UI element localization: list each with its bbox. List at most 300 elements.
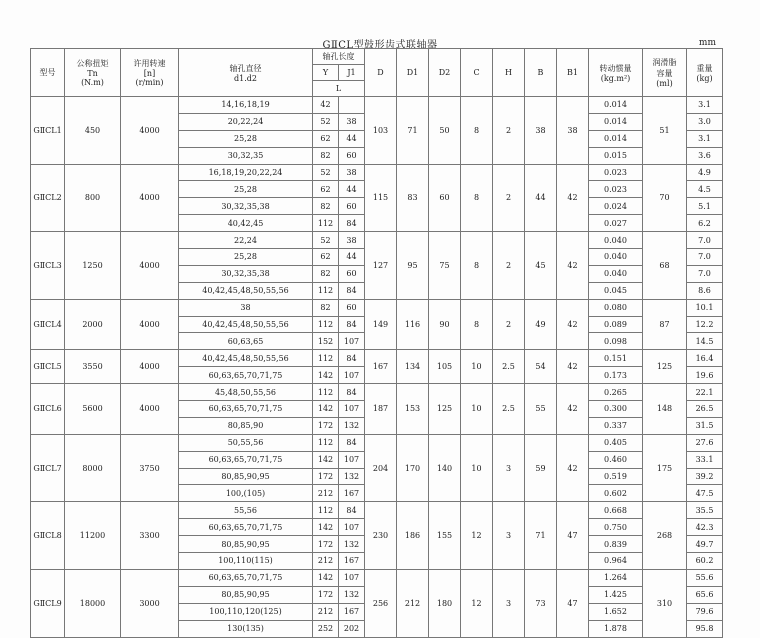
table-row <box>31 97 723 114</box>
weight-cell: 95.8 <box>687 620 723 637</box>
speed-cell: 4000 <box>121 97 179 165</box>
table-row <box>31 502 723 519</box>
speed-cell: 3000 <box>121 569 179 637</box>
torque-cell: 11200 <box>65 502 121 570</box>
j1-length-cell: 84 <box>339 316 365 333</box>
header-C: C <box>461 49 493 97</box>
table-row <box>31 232 723 249</box>
header-grease-line2: 容量 <box>656 69 673 78</box>
weight-cell: 12.2 <box>687 316 723 333</box>
header-bore-line2: d1.d2 <box>234 73 257 83</box>
y-length-cell: 172 <box>313 417 339 434</box>
dim-d1-cell: 170 <box>397 434 429 502</box>
j1-length-cell: 132 <box>339 417 365 434</box>
weight-cell: 4.5 <box>687 181 723 198</box>
dim-b-cell: 59 <box>525 434 557 502</box>
j1-length-cell: 44 <box>339 130 365 147</box>
y-length-cell: 62 <box>313 181 339 198</box>
bore-cell: 80,85,90,95 <box>179 468 313 485</box>
bore-cell: 60,63,65,70,71,75 <box>179 367 313 384</box>
dim-d-cell: 149 <box>365 299 397 350</box>
dim-d2-cell: 140 <box>429 434 461 502</box>
header-torque-line2: Tn <box>87 69 98 78</box>
y-length-cell: 212 <box>313 485 339 502</box>
y-length-cell: 112 <box>313 350 339 367</box>
bore-cell: 22,24 <box>179 232 313 249</box>
table-title: GⅡCL型鼓形齿式联轴器 <box>322 40 438 51</box>
speed-cell: 4000 <box>121 384 179 435</box>
dim-h-cell: 2 <box>493 164 525 232</box>
inertia-cell: 0.040 <box>589 265 643 282</box>
dim-c-cell: 8 <box>461 164 493 232</box>
y-length-cell: 152 <box>313 333 339 350</box>
header-inertia-line1: 转动惯量 <box>599 63 632 73</box>
j1-length-cell: 107 <box>339 519 365 536</box>
j1-length-cell: 38 <box>339 113 365 130</box>
bore-cell: 25,28 <box>179 249 313 266</box>
j1-length-cell: 132 <box>339 536 365 553</box>
bore-cell: 16,18,19,20,22,24 <box>179 164 313 181</box>
model-cell: GⅡCL3 <box>31 232 65 300</box>
bore-cell: 60,63,65,70,71,75 <box>179 401 313 418</box>
dim-d-cell: 230 <box>365 502 397 570</box>
bore-cell: 14,16,18,19 <box>179 97 313 114</box>
weight-cell: 3.6 <box>687 147 723 164</box>
dim-d1-cell: 71 <box>397 97 429 165</box>
table-row <box>31 350 723 367</box>
bore-cell: 25,28 <box>179 130 313 147</box>
dim-c-cell: 12 <box>461 569 493 637</box>
weight-cell: 79.6 <box>687 603 723 620</box>
dim-b1-cell: 42 <box>557 299 589 350</box>
y-length-cell: 82 <box>313 147 339 164</box>
grease-cell: 68 <box>643 232 687 300</box>
bore-cell: 45,48,50,55,56 <box>179 384 313 401</box>
j1-length-cell: 107 <box>339 401 365 418</box>
dim-h-cell: 3 <box>493 434 525 502</box>
dim-b-cell: 45 <box>525 232 557 300</box>
y-length-cell: 82 <box>313 198 339 215</box>
dim-b-cell: 44 <box>525 164 557 232</box>
grease-cell: 87 <box>643 299 687 350</box>
grease-cell: 310 <box>643 569 687 637</box>
bore-cell: 60,63,65,70,71,75 <box>179 451 313 468</box>
dim-b-cell: 54 <box>525 350 557 384</box>
y-length-cell: 62 <box>313 249 339 266</box>
weight-cell: 35.5 <box>687 502 723 519</box>
inertia-cell: 0.964 <box>589 553 643 570</box>
weight-cell: 31.5 <box>687 417 723 434</box>
j1-length-cell: 44 <box>339 249 365 266</box>
inertia-cell: 0.023 <box>589 181 643 198</box>
y-length-cell: 82 <box>313 299 339 316</box>
j1-length-cell: 84 <box>339 215 365 232</box>
j1-length-cell: 132 <box>339 468 365 485</box>
j1-length-cell: 38 <box>339 232 365 249</box>
header-torque-line3: (N.m) <box>81 78 104 87</box>
j1-length-cell: 167 <box>339 553 365 570</box>
bore-cell: 30,32,35,38 <box>179 265 313 282</box>
dim-h-cell: 2 <box>493 97 525 165</box>
weight-cell: 3.1 <box>687 97 723 114</box>
header-grease <box>643 49 687 97</box>
j1-length-cell: 44 <box>339 181 365 198</box>
dim-c-cell: 8 <box>461 97 493 165</box>
dim-b-cell: 73 <box>525 569 557 637</box>
dim-d-cell: 127 <box>365 232 397 300</box>
weight-cell: 26.5 <box>687 401 723 418</box>
dim-d1-cell: 116 <box>397 299 429 350</box>
bore-cell: 30,32,35,38 <box>179 198 313 215</box>
dim-d-cell: 204 <box>365 434 397 502</box>
y-length-cell: 112 <box>313 282 339 299</box>
header-torque-line1: 公称扭矩 <box>76 59 109 68</box>
dim-b-cell: 38 <box>525 97 557 165</box>
bore-cell: 60,63,65 <box>179 333 313 350</box>
bore-cell: 100,110,120(125) <box>179 603 313 620</box>
inertia-cell: 0.024 <box>589 198 643 215</box>
dim-b1-cell: 42 <box>557 232 589 300</box>
dim-d2-cell: 50 <box>429 97 461 165</box>
dim-h-cell: 2 <box>493 299 525 350</box>
header-model: 型号 <box>31 49 65 97</box>
weight-cell: 49.7 <box>687 536 723 553</box>
header-speed-line3: (r/min) <box>135 78 164 87</box>
grease-cell: 175 <box>643 434 687 502</box>
inertia-cell: 0.098 <box>589 333 643 350</box>
j1-length-cell: 60 <box>339 198 365 215</box>
speed-cell: 3300 <box>121 502 179 570</box>
j1-length-cell: 84 <box>339 384 365 401</box>
header-torque <box>65 49 121 97</box>
dim-d-cell: 256 <box>365 569 397 637</box>
bore-cell: 40,42,45,48,50,55,56 <box>179 316 313 333</box>
dim-b-cell: 71 <box>525 502 557 570</box>
weight-cell: 47.5 <box>687 485 723 502</box>
bore-cell: 25,28 <box>179 181 313 198</box>
j1-length-cell: 132 <box>339 586 365 603</box>
inertia-cell: 0.040 <box>589 232 643 249</box>
bore-cell: 80,85,90 <box>179 417 313 434</box>
j1-length-cell: 107 <box>339 367 365 384</box>
bore-cell: 30,32,35 <box>179 147 313 164</box>
y-length-cell: 252 <box>313 620 339 637</box>
j1-length-cell: 107 <box>339 333 365 350</box>
header-inertia <box>589 49 643 97</box>
table-row <box>31 569 723 586</box>
bore-cell: 50,55,56 <box>179 434 313 451</box>
grease-cell: 70 <box>643 164 687 232</box>
header-weight-line1: 重量 <box>696 63 713 73</box>
dim-d1-cell: 95 <box>397 232 429 300</box>
j1-length-cell: 60 <box>339 147 365 164</box>
dim-d2-cell: 125 <box>429 384 461 435</box>
weight-cell: 55.6 <box>687 569 723 586</box>
speed-cell: 4000 <box>121 232 179 300</box>
weight-cell: 7.0 <box>687 232 723 249</box>
header-bore <box>179 49 313 97</box>
j1-length-cell: 84 <box>339 502 365 519</box>
model-cell: GⅡCL7 <box>31 434 65 502</box>
bore-cell: 60,63,65,70,71,75 <box>179 569 313 586</box>
y-length-cell: 212 <box>313 603 339 620</box>
weight-cell: 8.6 <box>687 282 723 299</box>
dim-h-cell: 3 <box>493 569 525 637</box>
torque-cell: 2000 <box>65 299 121 350</box>
header-B: B <box>525 49 557 97</box>
weight-cell: 60.2 <box>687 553 723 570</box>
dim-d1-cell: 212 <box>397 569 429 637</box>
inertia-cell: 0.839 <box>589 536 643 553</box>
inertia-cell: 0.080 <box>589 299 643 316</box>
header-D: D <box>365 49 397 97</box>
inertia-cell: 0.151 <box>589 350 643 367</box>
dim-h-cell: 2.5 <box>493 350 525 384</box>
dim-b1-cell: 47 <box>557 502 589 570</box>
header-bore-line1: 轴孔直径 <box>229 63 262 73</box>
header-grease-line1: 润滑脂 <box>652 58 677 67</box>
dim-c-cell: 8 <box>461 232 493 300</box>
y-length-cell: 52 <box>313 164 339 181</box>
torque-cell: 5600 <box>65 384 121 435</box>
header-J1: J1 <box>339 65 365 81</box>
speed-cell: 4000 <box>121 299 179 350</box>
model-cell: GⅡCL2 <box>31 164 65 232</box>
inertia-cell: 0.045 <box>589 282 643 299</box>
header-L: L <box>313 81 365 97</box>
inertia-cell: 0.014 <box>589 97 643 114</box>
inertia-cell: 0.265 <box>589 384 643 401</box>
inertia-cell: 0.014 <box>589 113 643 130</box>
model-cell: GⅡCL9 <box>31 569 65 637</box>
dim-c-cell: 12 <box>461 502 493 570</box>
y-length-cell: 142 <box>313 519 339 536</box>
dim-d2-cell: 180 <box>429 569 461 637</box>
grease-cell: 125 <box>643 350 687 384</box>
inertia-cell: 0.015 <box>589 147 643 164</box>
bore-cell: 40,42,45 <box>179 215 313 232</box>
j1-length-cell: 84 <box>339 282 365 299</box>
header-inertia-line2: (kg.m²) <box>600 73 631 83</box>
inertia-cell: 0.668 <box>589 502 643 519</box>
inertia-cell: 0.602 <box>589 485 643 502</box>
bore-cell: 80,85,90,95 <box>179 586 313 603</box>
header-Y: Y <box>313 65 339 81</box>
inertia-cell: 0.405 <box>589 434 643 451</box>
table-row <box>31 164 723 181</box>
inertia-cell: 0.337 <box>589 417 643 434</box>
dim-d2-cell: 60 <box>429 164 461 232</box>
inertia-cell: 0.014 <box>589 130 643 147</box>
dim-c-cell: 10 <box>461 350 493 384</box>
inertia-cell: 0.027 <box>589 215 643 232</box>
y-length-cell: 42 <box>313 97 339 114</box>
grease-cell: 51 <box>643 97 687 165</box>
dim-d1-cell: 134 <box>397 350 429 384</box>
model-cell: GⅡCL1 <box>31 97 65 165</box>
dim-d1-cell: 186 <box>397 502 429 570</box>
weight-cell: 10.1 <box>687 299 723 316</box>
torque-cell: 8000 <box>65 434 121 502</box>
inertia-cell: 1.652 <box>589 603 643 620</box>
weight-cell: 7.0 <box>687 249 723 266</box>
weight-cell: 5.1 <box>687 198 723 215</box>
dim-c-cell: 8 <box>461 299 493 350</box>
weight-cell: 4.9 <box>687 164 723 181</box>
bore-cell: 55,56 <box>179 502 313 519</box>
weight-cell: 3.1 <box>687 130 723 147</box>
dim-c-cell: 10 <box>461 384 493 435</box>
j1-length-cell: 107 <box>339 569 365 586</box>
inertia-cell: 0.173 <box>589 367 643 384</box>
torque-cell: 18000 <box>65 569 121 637</box>
bore-cell: 60,63,65,70,71,75 <box>179 519 313 536</box>
weight-cell: 19.6 <box>687 367 723 384</box>
torque-cell: 1250 <box>65 232 121 300</box>
dim-d2-cell: 105 <box>429 350 461 384</box>
weight-cell: 39.2 <box>687 468 723 485</box>
y-length-cell: 142 <box>313 569 339 586</box>
grease-cell: 268 <box>643 502 687 570</box>
y-length-cell: 172 <box>313 586 339 603</box>
speed-cell: 4000 <box>121 164 179 232</box>
table-row <box>31 434 723 451</box>
inertia-cell: 0.023 <box>589 164 643 181</box>
bore-cell: 80,85,90,95 <box>179 536 313 553</box>
y-length-cell: 82 <box>313 265 339 282</box>
model-cell: GⅡCL4 <box>31 299 65 350</box>
table-header <box>31 49 723 97</box>
j1-length-cell: 84 <box>339 350 365 367</box>
weight-cell: 3.0 <box>687 113 723 130</box>
dim-d2-cell: 90 <box>429 299 461 350</box>
dim-b1-cell: 47 <box>557 569 589 637</box>
weight-cell: 27.6 <box>687 434 723 451</box>
header-speed <box>121 49 179 97</box>
model-cell: GⅡCL6 <box>31 384 65 435</box>
weight-cell: 14.5 <box>687 333 723 350</box>
bore-cell: 130(135) <box>179 620 313 637</box>
y-length-cell: 142 <box>313 401 339 418</box>
y-length-cell: 212 <box>313 553 339 570</box>
weight-cell: 22.1 <box>687 384 723 401</box>
j1-length-cell: 84 <box>339 434 365 451</box>
inertia-cell: 0.089 <box>589 316 643 333</box>
table-row <box>31 384 723 401</box>
dim-d-cell: 115 <box>365 164 397 232</box>
model-cell: GⅡCL5 <box>31 350 65 384</box>
inertia-cell: 0.460 <box>589 451 643 468</box>
table-row <box>31 299 723 316</box>
dim-d1-cell: 83 <box>397 164 429 232</box>
j1-length-cell <box>339 97 365 114</box>
y-length-cell: 142 <box>313 367 339 384</box>
j1-length-cell: 167 <box>339 603 365 620</box>
header-speed-line2: [n] <box>143 69 156 78</box>
header-weight <box>687 49 723 97</box>
bore-cell: 40,42,45,48,50,55,56 <box>179 282 313 299</box>
dim-b-cell: 55 <box>525 384 557 435</box>
inertia-cell: 1.264 <box>589 569 643 586</box>
j1-length-cell: 202 <box>339 620 365 637</box>
weight-cell: 6.2 <box>687 215 723 232</box>
dim-b1-cell: 42 <box>557 384 589 435</box>
y-length-cell: 112 <box>313 434 339 451</box>
dim-d2-cell: 75 <box>429 232 461 300</box>
dim-b1-cell: 42 <box>557 164 589 232</box>
inertia-cell: 0.300 <box>589 401 643 418</box>
model-cell: GⅡCL8 <box>31 502 65 570</box>
j1-length-cell: 38 <box>339 164 365 181</box>
dim-d-cell: 103 <box>365 97 397 165</box>
bore-cell: 20,22,24 <box>179 113 313 130</box>
torque-cell: 3550 <box>65 350 121 384</box>
speed-cell: 4000 <box>121 350 179 384</box>
bore-cell: 40,42,45,48,50,55,56 <box>179 350 313 367</box>
inertia-cell: 0.519 <box>589 468 643 485</box>
y-length-cell: 172 <box>313 536 339 553</box>
coupling-spec-table <box>30 48 723 638</box>
dim-b-cell: 49 <box>525 299 557 350</box>
j1-length-cell: 107 <box>339 451 365 468</box>
dim-d-cell: 167 <box>365 350 397 384</box>
y-length-cell: 112 <box>313 384 339 401</box>
weight-cell: 7.0 <box>687 265 723 282</box>
y-length-cell: 52 <box>313 113 339 130</box>
dim-d2-cell: 155 <box>429 502 461 570</box>
inertia-cell: 0.750 <box>589 519 643 536</box>
y-length-cell: 172 <box>313 468 339 485</box>
y-length-cell: 62 <box>313 130 339 147</box>
header-B1: B1 <box>557 49 589 97</box>
y-length-cell: 142 <box>313 451 339 468</box>
header-length: 轴孔长度 <box>313 49 365 65</box>
j1-length-cell: 167 <box>339 485 365 502</box>
j1-length-cell: 60 <box>339 265 365 282</box>
dim-h-cell: 2.5 <box>493 384 525 435</box>
y-length-cell: 112 <box>313 502 339 519</box>
header-D1: D1 <box>397 49 429 97</box>
dim-d-cell: 187 <box>365 384 397 435</box>
dim-h-cell: 2 <box>493 232 525 300</box>
bore-cell: 38 <box>179 299 313 316</box>
dim-d1-cell: 153 <box>397 384 429 435</box>
weight-cell: 65.6 <box>687 586 723 603</box>
bore-cell: 100,110(115) <box>179 553 313 570</box>
header-H: H <box>493 49 525 97</box>
y-length-cell: 112 <box>313 215 339 232</box>
inertia-cell: 1.878 <box>589 620 643 637</box>
header-grease-line3: (ml) <box>656 79 673 88</box>
table-body <box>31 97 723 638</box>
weight-cell: 33.1 <box>687 451 723 468</box>
header-weight-line2: (kg) <box>696 73 713 83</box>
header-D2: D2 <box>429 49 461 97</box>
torque-cell: 800 <box>65 164 121 232</box>
unit-label: mm <box>698 38 716 48</box>
dim-b1-cell: 42 <box>557 434 589 502</box>
dim-b1-cell: 42 <box>557 350 589 384</box>
torque-cell: 450 <box>65 97 121 165</box>
grease-cell: 148 <box>643 384 687 435</box>
dim-c-cell: 10 <box>461 434 493 502</box>
y-length-cell: 52 <box>313 232 339 249</box>
weight-cell: 42.3 <box>687 519 723 536</box>
j1-length-cell: 60 <box>339 299 365 316</box>
header-speed-line1: 许用转速 <box>133 59 166 68</box>
weight-cell: 16.4 <box>687 350 723 367</box>
inertia-cell: 1.425 <box>589 586 643 603</box>
